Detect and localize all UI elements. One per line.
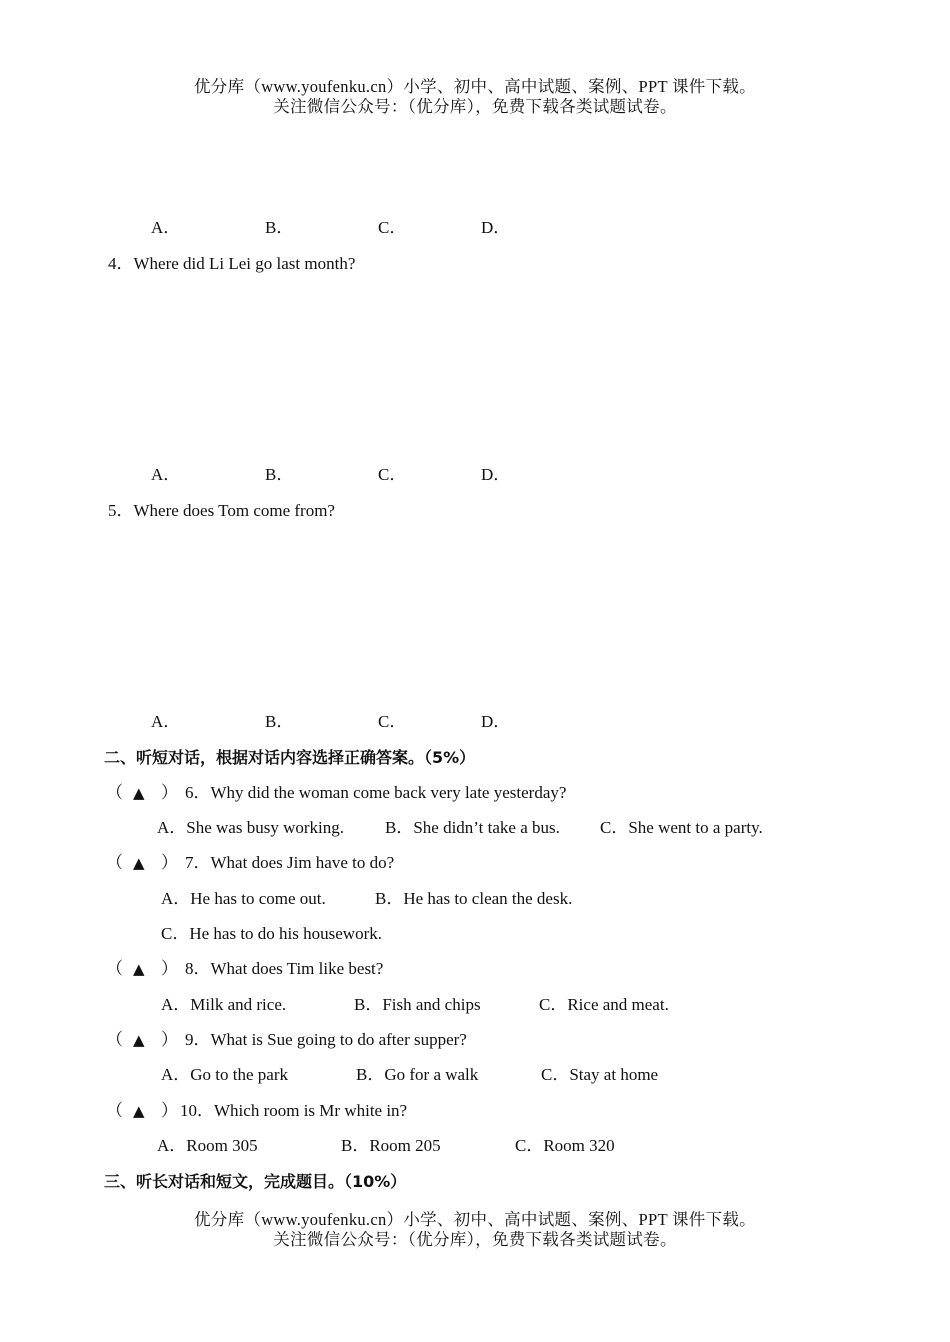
answer-paren-open: （ xyxy=(106,783,123,802)
option-a: A．Go to the park xyxy=(161,1065,289,1084)
page-footer-line-2: 关注微信公众号：（优分库），免费下载各类试题试卷。 xyxy=(273,1230,677,1249)
triangle-marker-icon: ▲ xyxy=(133,1031,145,1049)
option-a: A．Milk and rice. xyxy=(161,995,287,1014)
option-b: B．Fish and chips xyxy=(354,995,481,1014)
option-b: B．Room 205 xyxy=(341,1136,441,1155)
option-c: C．Rice and meat. xyxy=(539,995,669,1014)
page-header-line-1: 优分库（www.youfenku.cn）小学、初中、高中试题、案例、PPT 课件下载。 xyxy=(194,77,756,96)
answer-paren-close: ） xyxy=(161,959,178,978)
answer-paren-open: （ xyxy=(106,1101,123,1120)
picture-option-a: A． xyxy=(151,218,181,237)
question-text: 8．What does Tim like best? xyxy=(185,959,384,978)
answer-paren-close: ） xyxy=(161,853,178,872)
triangle-marker-icon: ▲ xyxy=(133,784,145,802)
question-4: 4．Where did Li Lei go last month? xyxy=(108,254,356,273)
option-c: C．Room 320 xyxy=(515,1136,615,1155)
answer-paren-close: ） xyxy=(161,1101,178,1120)
question-text: 6．Why did the woman come back very late yesterday? xyxy=(185,783,567,802)
question-text: 9．What is Sue going to do after supper? xyxy=(185,1030,467,1049)
option-b: B．She didn’t take a bus. xyxy=(385,818,560,837)
answer-paren-open: （ xyxy=(106,1030,123,1049)
picture-option-c: C． xyxy=(378,465,407,484)
picture-option-d: D． xyxy=(481,465,511,484)
picture-option-c: C． xyxy=(378,712,407,731)
option-a: A．He has to come out. xyxy=(161,889,326,908)
picture-option-a: A． xyxy=(151,465,181,484)
triangle-marker-icon: ▲ xyxy=(133,854,145,872)
question-5: 5．Where does Tom come from? xyxy=(108,501,335,520)
option-a: A．Room 305 xyxy=(157,1136,258,1155)
section-2-heading: 二、听短对话，根据对话内容选择正确答案。（5%） xyxy=(104,748,476,767)
answer-paren-open: （ xyxy=(106,853,123,872)
picture-option-b: B． xyxy=(265,465,294,484)
option-b: B．Go for a walk xyxy=(356,1065,479,1084)
option-a: A．She was busy working. xyxy=(157,818,344,837)
picture-option-b: B． xyxy=(265,218,294,237)
question-text: 7．What does Jim have to do? xyxy=(185,853,395,872)
picture-option-a: A． xyxy=(151,712,181,731)
page-header-line-2: 关注微信公众号：（优分库），免费下载各类试题试卷。 xyxy=(273,97,677,116)
triangle-marker-icon: ▲ xyxy=(133,960,145,978)
page-footer-line-1: 优分库（www.youfenku.cn）小学、初中、高中试题、案例、PPT 课件下载。 xyxy=(194,1210,756,1229)
answer-paren-close: ） xyxy=(161,783,178,802)
option-c: C．Stay at home xyxy=(541,1065,659,1084)
option-c: C．He has to do his housework. xyxy=(161,924,382,943)
picture-option-d: D． xyxy=(481,712,511,731)
picture-option-d: D． xyxy=(481,218,511,237)
answer-paren-open: （ xyxy=(106,959,123,978)
question-text: 10．Which room is Mr white in? xyxy=(180,1101,408,1120)
option-c: C．She went to a party. xyxy=(600,818,763,837)
triangle-marker-icon: ▲ xyxy=(133,1102,145,1120)
option-b: B．He has to clean the desk. xyxy=(375,889,573,908)
picture-option-c: C． xyxy=(378,218,407,237)
picture-option-b: B． xyxy=(265,712,294,731)
section-3-heading: 三、听长对话和短文，完成题目。（10%） xyxy=(104,1172,407,1191)
answer-paren-close: ） xyxy=(161,1030,178,1049)
